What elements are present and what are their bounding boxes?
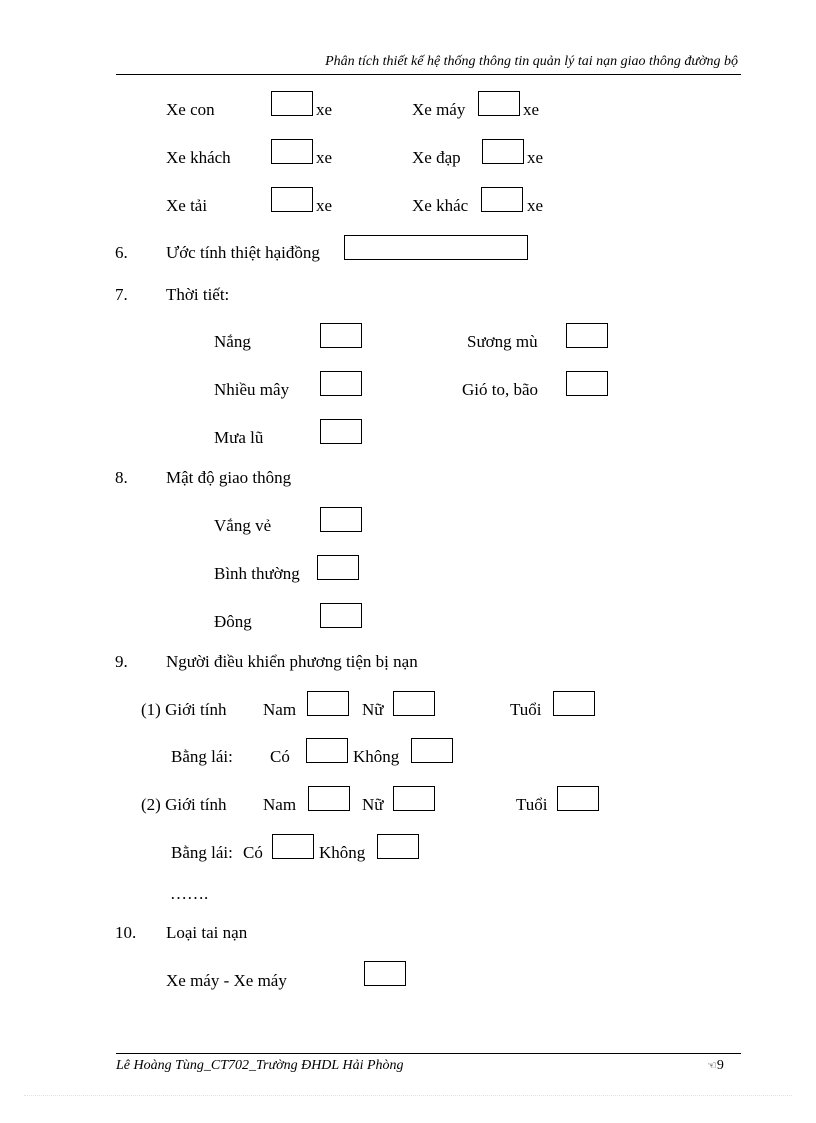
accident-type-label: Loại tai nạn bbox=[166, 923, 248, 942]
driver-1-license-no-checkbox[interactable] bbox=[411, 738, 453, 763]
driver-2-female-label: Nữ bbox=[362, 795, 384, 814]
driver-list-ellipsis: ……. bbox=[170, 884, 209, 903]
driver-label: Người điều khiển phương tiện bị nạn bbox=[166, 652, 418, 671]
header-title: Phân tích thiết kế hệ thống thông tin quản lý tai nạn giao thông đường bộ bbox=[325, 54, 738, 69]
item-number: 6. bbox=[115, 243, 128, 262]
weather-sunny-checkbox[interactable] bbox=[320, 323, 362, 348]
weather-fog-checkbox[interactable] bbox=[566, 323, 608, 348]
footer-author: Lê Hoàng Tùng_CT702_Trường ĐHDL Hải Phòng bbox=[116, 1058, 404, 1073]
driver-2-age-label: Tuổi bbox=[516, 795, 548, 814]
weather-label: Thời tiết: bbox=[166, 285, 230, 304]
driver-2-age-field[interactable] bbox=[557, 786, 599, 811]
traffic-option-heavy: Đông bbox=[214, 612, 252, 631]
vehicle-truck-count-box[interactable] bbox=[271, 187, 313, 212]
driver-1-male-label: Nam bbox=[263, 700, 297, 719]
vehicle-label-car: Xe con bbox=[166, 100, 215, 119]
accident-type-option-motorbike: Xe máy - Xe máy bbox=[166, 971, 287, 990]
vehicle-coach-count-box[interactable] bbox=[271, 139, 313, 164]
driver-1-license-yes-checkbox[interactable] bbox=[306, 738, 348, 763]
driver-2-license-yes-checkbox[interactable] bbox=[272, 834, 314, 859]
driver-2-license-label: Bằng lái: bbox=[171, 843, 233, 862]
driver-2-gender-label: (2) Giới tính bbox=[141, 795, 227, 814]
driver-1-female-checkbox[interactable] bbox=[393, 691, 435, 716]
driver-2-male-checkbox[interactable] bbox=[308, 786, 350, 811]
traffic-normal-checkbox[interactable] bbox=[317, 555, 359, 580]
weather-option-flood: Mưa lũ bbox=[214, 428, 264, 447]
vehicle-unit: xe bbox=[523, 100, 540, 119]
vehicle-label-other: Xe khác bbox=[412, 196, 469, 215]
driver-1-license-label: Bằng lái: bbox=[171, 747, 233, 766]
damage-estimate-label: Ước tính thiệt hạiđồng bbox=[166, 243, 320, 262]
vehicle-unit: xe bbox=[316, 148, 333, 167]
driver-1-license-yes-label: Có bbox=[270, 747, 290, 766]
vehicle-label-bicycle: Xe đạp bbox=[412, 148, 461, 167]
driver-2-license-yes-label: Có bbox=[243, 843, 263, 862]
driver-2-license-no-label: Không bbox=[319, 843, 366, 862]
weather-option-sunny: Nắng bbox=[214, 332, 251, 351]
page-number-value: 9 bbox=[716, 1058, 724, 1073]
weather-cloudy-checkbox[interactable] bbox=[320, 371, 362, 396]
vehicle-unit: xe bbox=[316, 196, 333, 215]
traffic-option-normal: Bình thường bbox=[214, 564, 300, 583]
vehicle-car-count-box[interactable] bbox=[271, 91, 313, 116]
page-edge-dots bbox=[24, 1095, 792, 1096]
vehicle-label-coach: Xe khách bbox=[166, 148, 231, 167]
weather-option-cloudy: Nhiều mây bbox=[214, 380, 290, 399]
header-rule bbox=[116, 74, 741, 75]
traffic-sparse-checkbox[interactable] bbox=[320, 507, 362, 532]
vehicle-label-motorbike: Xe máy bbox=[412, 100, 466, 119]
driver-1-male-checkbox[interactable] bbox=[307, 691, 349, 716]
item-number: 7. bbox=[115, 285, 128, 304]
accident-motorbike-checkbox[interactable] bbox=[364, 961, 406, 986]
driver-1-gender-label: (1) Giới tính bbox=[141, 700, 227, 719]
driver-2-male-label: Nam bbox=[263, 795, 297, 814]
vehicle-bicycle-count-box[interactable] bbox=[482, 139, 524, 164]
weather-storm-checkbox[interactable] bbox=[566, 371, 608, 396]
driver-1-age-field[interactable] bbox=[553, 691, 595, 716]
page-number bbox=[707, 1057, 724, 1074]
hand-icon: ☜ bbox=[707, 1059, 717, 1072]
item-number: 9. bbox=[115, 652, 128, 671]
weather-option-fog: Sương mù bbox=[467, 332, 538, 351]
traffic-option-sparse: Vắng vẻ bbox=[214, 516, 272, 535]
item-number: 10. bbox=[115, 923, 137, 942]
traffic-density-label: Mật độ giao thông bbox=[166, 468, 292, 487]
driver-1-license-no-label: Không bbox=[353, 747, 400, 766]
driver-1-female-label: Nữ bbox=[362, 700, 384, 719]
vehicle-unit: xe bbox=[316, 100, 333, 119]
vehicle-motorbike-count-box[interactable] bbox=[478, 91, 520, 116]
driver-1-age-label: Tuổi bbox=[510, 700, 542, 719]
driver-2-female-checkbox[interactable] bbox=[393, 786, 435, 811]
vehicle-other-count-box[interactable] bbox=[481, 187, 523, 212]
vehicle-label-truck: Xe tải bbox=[166, 196, 208, 215]
traffic-heavy-checkbox[interactable] bbox=[320, 603, 362, 628]
weather-flood-checkbox[interactable] bbox=[320, 419, 362, 444]
vehicle-unit: xe bbox=[527, 196, 544, 215]
item-number: 8. bbox=[115, 468, 128, 487]
weather-option-storm: Gió to, bão bbox=[462, 380, 539, 399]
damage-estimate-field[interactable] bbox=[344, 235, 528, 260]
footer-rule bbox=[116, 1053, 741, 1054]
driver-2-license-no-checkbox[interactable] bbox=[377, 834, 419, 859]
vehicle-unit: xe bbox=[527, 148, 544, 167]
